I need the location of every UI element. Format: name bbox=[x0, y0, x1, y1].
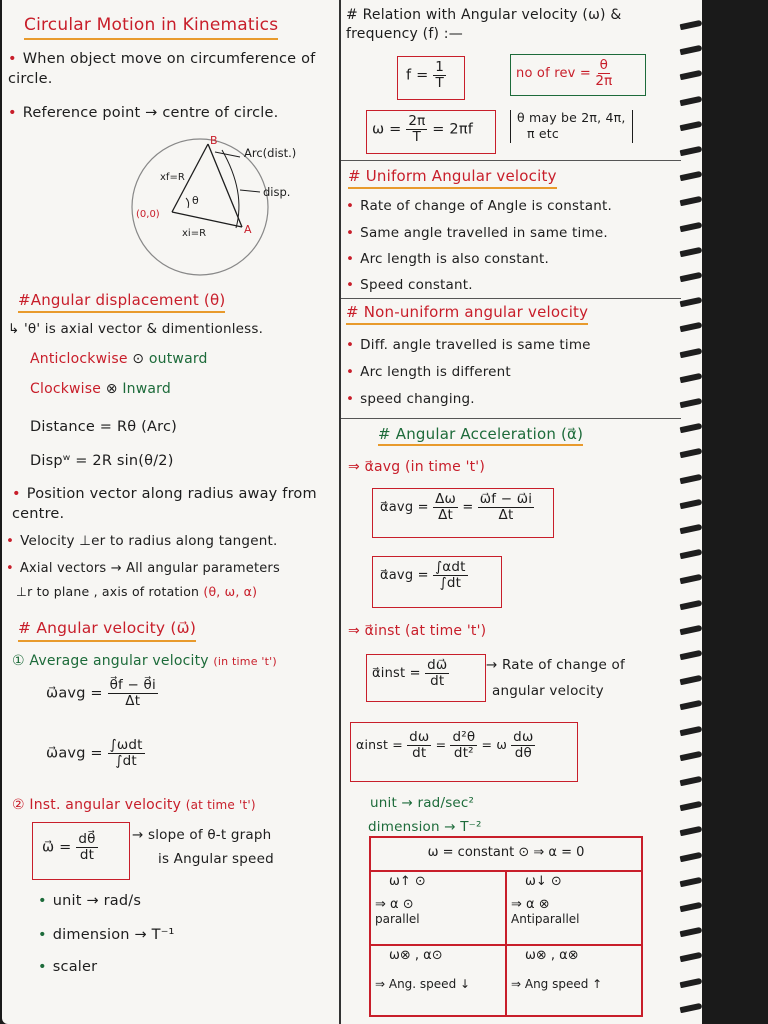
wavg-formula-2-lhs: ω⃗avg = bbox=[46, 745, 103, 762]
wavg-formula-2-fraction bbox=[108, 738, 145, 769]
label-a: A bbox=[244, 223, 252, 236]
nonuniform-item-3 bbox=[346, 390, 676, 408]
anticlockwise-label: Anticlockwise bbox=[30, 351, 128, 367]
angular-velocity-dimension-text: dimension → T⁻¹ bbox=[52, 927, 175, 943]
inst-accel-formula bbox=[372, 658, 449, 689]
displacement-formula-text: Dispʷ = 2R sin(θ/2) bbox=[30, 453, 174, 469]
velocity-text: Velocity ⊥er to radius along tangent. bbox=[20, 533, 278, 549]
inst-angular-velocity-note: (at time 't') bbox=[185, 798, 256, 812]
wavg-formula-2-den: ∫dt bbox=[115, 752, 137, 769]
inst-accel-formula-2-frac2 bbox=[450, 730, 477, 761]
avg-accel-formula-1-frac1 bbox=[433, 492, 458, 523]
axial-vectors-text: Axial vectors → All angular parameters bbox=[19, 561, 280, 576]
wavg-formula-1 bbox=[46, 678, 158, 709]
table-cell-speed-increase bbox=[506, 945, 642, 1016]
circular-motion-diagram bbox=[120, 132, 340, 284]
theta-arc bbox=[186, 198, 189, 208]
distance-formula bbox=[30, 418, 177, 438]
uniform-item-2 bbox=[346, 224, 676, 242]
wavg-formula-1-lhs: ω⃗avg = bbox=[46, 685, 103, 702]
clockwise-row bbox=[30, 380, 171, 399]
revolutions-lhs: no of rev = bbox=[516, 65, 591, 81]
label-arc: Arc(dist.) bbox=[244, 146, 297, 160]
inst-velocity-desc-2 bbox=[158, 850, 274, 868]
table-cell-speed-increase-line-2: ⇒ Ang speed ↑ bbox=[511, 977, 603, 991]
divider-2 bbox=[341, 298, 681, 299]
uniform-item-3-text: Arc length is also constant. bbox=[360, 251, 549, 267]
inst-velocity-desc-1-text: → slope of θ-t graph bbox=[132, 827, 272, 843]
uniform-item-1-text: Rate of change of Angle is constant. bbox=[360, 198, 612, 214]
omega-den: T bbox=[412, 128, 422, 145]
frequency-den: T bbox=[435, 74, 444, 91]
arc-pointer bbox=[215, 152, 240, 157]
revolutions-fraction bbox=[595, 58, 612, 89]
angular-velocity-title-text: # Angular velocity (ω⃗) bbox=[18, 619, 197, 637]
wavg-formula-2 bbox=[46, 738, 145, 769]
inst-accel-desc-2-text: angular velocity bbox=[492, 683, 604, 699]
table-cell-antiparallel-line-3: Antiparallel bbox=[511, 912, 580, 926]
nonuniform-item-2-text: Arc length is different bbox=[360, 364, 511, 380]
anticlockwise-row bbox=[30, 350, 208, 369]
uniform-item-1 bbox=[346, 197, 676, 215]
axial-vectors-bullet bbox=[6, 560, 341, 578]
uniform-item-2-text: Same angle travelled in same time. bbox=[360, 225, 608, 241]
label-xi: xi=R bbox=[182, 228, 207, 239]
inst-velocity-desc-2-text: is Angular speed bbox=[158, 851, 274, 867]
avg-accel-formula-1-lhs: α⃗avg = bbox=[380, 499, 429, 515]
distance-formula-text: Distance = Rθ (Arc) bbox=[30, 419, 177, 435]
frequency-fraction bbox=[433, 60, 446, 91]
label-xf: xf=R bbox=[160, 172, 185, 183]
intro-bullet-1-text: When object move on circumference of circle. bbox=[8, 51, 316, 87]
axial-vectors-line2-text: ⊥r to plane , axis of rotation bbox=[16, 584, 200, 599]
table-cell-speed-decrease-line-1: ω⊗ , α⊙ bbox=[389, 948, 443, 963]
axial-params: (θ, ω, α) bbox=[203, 584, 258, 599]
nonuniform-title bbox=[346, 302, 588, 325]
page-title-text: Circular Motion in Kinematics bbox=[24, 15, 279, 35]
angular-velocity-title bbox=[18, 618, 196, 642]
inst-accel-formula-2-lhs: αinst = bbox=[356, 736, 403, 752]
avg-angular-velocity-heading bbox=[12, 652, 342, 671]
omega-fraction bbox=[406, 114, 427, 145]
acceleration-dimension-text: dimension → T⁻² bbox=[368, 819, 482, 835]
theta-note-line-2: π etc bbox=[527, 126, 559, 142]
table-cell-parallel-line-3: parallel bbox=[375, 912, 420, 926]
theta-note-bracket bbox=[510, 110, 633, 143]
uniform-title-text: # Uniform Angular velocity bbox=[348, 167, 557, 185]
inst-accel-desc-2 bbox=[492, 682, 604, 700]
angular-displacement-title bbox=[18, 290, 225, 313]
axial-vectors-line2 bbox=[16, 584, 257, 601]
frequency-formula bbox=[406, 60, 446, 91]
inst-accel-heading bbox=[348, 622, 486, 641]
avg-accel-formula-1-frac2 bbox=[478, 492, 534, 523]
table-cell-parallel-line-2: ⇒ α ⊙ bbox=[375, 897, 414, 912]
outward-label: outward bbox=[148, 351, 208, 367]
inst-accel-fraction bbox=[425, 658, 449, 689]
nonuniform-title-text: # Non-uniform angular velocity bbox=[346, 303, 589, 321]
intro-bullet-2 bbox=[8, 104, 333, 124]
angular-acceleration-title bbox=[378, 424, 583, 446]
avg-accel-heading-text: ⇒ α⃗avg (in time 't') bbox=[348, 459, 486, 475]
table-cell-parallel-line-1: ω↑ ⊙ bbox=[389, 874, 426, 889]
uniform-item-4-text: Speed constant. bbox=[360, 277, 473, 293]
intro-bullet-2-text: Reference point → centre of circle. bbox=[22, 105, 279, 121]
theta-note bbox=[510, 110, 633, 143]
inst-accel-formula-2-d2: dt² bbox=[453, 744, 474, 761]
uniform-item-4 bbox=[346, 276, 676, 294]
table-cell-antiparallel-line-2: ⇒ α ⊗ bbox=[511, 897, 550, 912]
inst-accel-desc-1 bbox=[486, 656, 625, 674]
inst-accel-den: dt bbox=[430, 672, 445, 689]
intro-bullet-1 bbox=[8, 50, 333, 89]
inst-accel-formula-2-n1: dω bbox=[409, 729, 430, 745]
divider-3 bbox=[341, 418, 681, 419]
avg-accel-formula-2-fraction bbox=[433, 560, 468, 591]
avg-accel-formula-1-den1: Δt bbox=[438, 506, 453, 523]
table-cell-speed-decrease bbox=[370, 945, 506, 1016]
table-cell-speed-increase-line-1: ω⊗ , α⊗ bbox=[525, 948, 579, 963]
nonuniform-item-1-text: Diff. angle travelled is same time bbox=[360, 337, 591, 353]
relation-title bbox=[346, 6, 676, 44]
omega-rhs: = 2πf bbox=[432, 121, 474, 138]
dot-out-icon: ⊙ bbox=[132, 351, 145, 367]
disp-pointer bbox=[240, 190, 260, 192]
notebook-page bbox=[2, 0, 702, 1024]
table-header bbox=[370, 837, 642, 871]
avg-accel-formula-1-den2: Δt bbox=[498, 506, 514, 523]
cross-in-icon: ⊗ bbox=[105, 381, 118, 397]
inst-accel-formula-2-mid: = ω bbox=[481, 736, 507, 752]
frequency-num: 1 bbox=[435, 59, 445, 75]
revolutions-num: θ bbox=[599, 57, 609, 73]
nonuniform-item-1 bbox=[346, 336, 676, 354]
label-disp: disp. bbox=[263, 185, 291, 199]
uniform-title bbox=[348, 166, 557, 189]
inst-accel-heading-text: ⇒ α⃗inst (at time 't') bbox=[348, 623, 487, 639]
radius-initial bbox=[172, 212, 242, 227]
inst-accel-formula-2 bbox=[356, 730, 535, 761]
wavg-formula-1-den: Δt bbox=[125, 692, 141, 709]
acceleration-dimension bbox=[368, 818, 482, 836]
omega-formula bbox=[372, 114, 473, 145]
avg-accel-formula-1 bbox=[380, 492, 534, 523]
divider-1 bbox=[341, 160, 681, 161]
axial-vector-note bbox=[8, 320, 338, 338]
inst-accel-desc-1-text: → Rate of change of bbox=[486, 657, 625, 673]
inst-accel-formula-2-d3: dθ bbox=[514, 744, 532, 761]
angular-velocity-unit bbox=[38, 892, 141, 912]
avg-accel-formula-2-den: ∫dt bbox=[439, 574, 462, 591]
wavg-formula-1-num: θ⃗f − θ⃗i bbox=[109, 677, 156, 693]
omega-num: 2π bbox=[408, 113, 426, 129]
axial-vector-note-text: ↳ 'θ' is axial vector & dimentionless. bbox=[8, 321, 264, 337]
table-cell-antiparallel-line-1: ω↓ ⊙ bbox=[525, 874, 562, 889]
avg-accel-formula-2-num: ∫αdt bbox=[435, 559, 466, 575]
angular-acceleration-title-text: # Angular Acceleration (α⃗) bbox=[378, 425, 584, 443]
label-b: B bbox=[210, 134, 218, 147]
inst-accel-formula-2-n2: d²θ bbox=[452, 729, 476, 745]
avg-accel-formula-1-num1: Δω bbox=[435, 491, 457, 507]
acceleration-unit bbox=[370, 794, 474, 812]
inst-accel-num: dω⃗ bbox=[427, 657, 448, 673]
avg-angular-velocity-heading-text: ① Average angular velocity bbox=[12, 653, 209, 669]
equals-sign-2: = bbox=[435, 736, 447, 752]
displacement-formula bbox=[30, 452, 174, 472]
inst-accel-formula-2-frac3 bbox=[511, 730, 535, 761]
acceleration-unit-text: unit → rad/sec² bbox=[370, 795, 475, 811]
label-origin: (0,0) bbox=[136, 209, 160, 220]
inst-velocity-fraction bbox=[76, 832, 97, 863]
omega-lhs: ω = bbox=[372, 121, 402, 138]
wavg-formula-1-fraction bbox=[108, 678, 158, 709]
inst-velocity-formula bbox=[42, 832, 98, 863]
angular-velocity-scaler bbox=[38, 958, 97, 978]
position-vector-bullet bbox=[12, 485, 332, 524]
nonuniform-item-2 bbox=[346, 363, 676, 381]
table-header-text: ω = constant ⊙ ⇒ α = 0 bbox=[427, 845, 585, 860]
inst-accel-formula-2-frac1 bbox=[407, 730, 431, 761]
revolutions-formula bbox=[516, 58, 612, 89]
avg-angular-velocity-note: (in time 't') bbox=[213, 655, 277, 668]
angular-displacement-title-text: #Angular displacement (θ) bbox=[18, 291, 226, 309]
inst-angular-velocity-heading bbox=[12, 796, 342, 815]
uniform-item-3 bbox=[346, 250, 676, 268]
revolutions-den: 2π bbox=[595, 72, 613, 89]
avg-accel-formula-2-lhs: α⃗avg = bbox=[380, 567, 429, 583]
inst-velocity-num: dθ⃗ bbox=[78, 831, 96, 847]
velocity-bullet bbox=[6, 532, 341, 550]
inst-velocity-lhs: ω⃗ = bbox=[42, 839, 72, 856]
inst-velocity-den: dt bbox=[79, 846, 95, 863]
equals-sign: = bbox=[462, 499, 474, 515]
avg-accel-formula-2 bbox=[380, 560, 468, 591]
table-cell-parallel bbox=[370, 871, 506, 945]
page-title bbox=[24, 14, 278, 40]
angular-velocity-dimension bbox=[38, 926, 175, 946]
wavg-formula-2-num: ∫ωdt bbox=[109, 737, 143, 753]
inst-angular-velocity-heading-text: ② Inst. angular velocity bbox=[12, 797, 182, 813]
relation-title-text: # Relation with Angular velocity (ω) & frequency (f) :— bbox=[346, 7, 622, 42]
omega-alpha-table bbox=[369, 836, 643, 1017]
angular-velocity-scaler-text: scaler bbox=[52, 959, 98, 975]
inst-accel-formula-2-n3: dω bbox=[513, 729, 534, 745]
angular-velocity-unit-text: unit → rad/s bbox=[52, 893, 142, 909]
nonuniform-item-3-text: speed changing. bbox=[360, 391, 475, 407]
inst-accel-formula-2-d1: dt bbox=[412, 744, 427, 761]
inward-label: Inward bbox=[122, 381, 171, 397]
avg-accel-heading bbox=[348, 458, 485, 477]
frequency-lhs: f = bbox=[406, 67, 429, 84]
arc-arrow bbox=[222, 150, 239, 228]
avg-accel-formula-1-num2: ω⃗f − ω⃗i bbox=[479, 491, 533, 507]
inst-velocity-desc-1 bbox=[132, 826, 271, 844]
table-cell-antiparallel bbox=[506, 871, 642, 945]
theta-note-line-1: θ may be 2π, 4π, bbox=[517, 110, 626, 125]
table-cell-speed-decrease-line-2: ⇒ Ang. speed ↓ bbox=[375, 977, 471, 991]
position-vector-text: Position vector along radius away from centre. bbox=[12, 486, 317, 522]
label-theta: θ bbox=[192, 194, 199, 207]
inst-accel-lhs: α⃗inst = bbox=[372, 665, 421, 681]
clockwise-label: Clockwise bbox=[30, 381, 102, 397]
